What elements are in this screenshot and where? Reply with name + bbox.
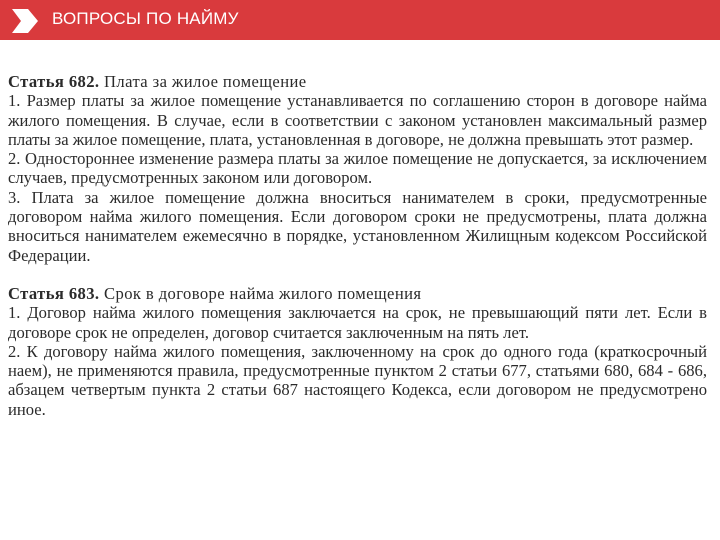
article-682 — [8, 72, 707, 265]
article-683 — [8, 284, 707, 419]
chevron-right-icon — [12, 9, 38, 33]
slide-title: ВОПРОСЫ ПО НАЙМУ — [52, 9, 239, 28]
article-paragraph: 1. Договор найма жилого помещения заключается на срок, не превышающий пяти лет. Если в договоре срок не определен, договор считается заключенным на пять лет. — [8, 303, 707, 342]
article-number: Статья 683. — [8, 283, 100, 303]
article-title: Срок в договоре найма жилого помещения — [104, 283, 422, 303]
article-paragraph: 2. К договору найма жилого помещения, заключенному на срок до одного года (краткосрочный наем), не применяются правила, предусмотренные пунктом 2 статьи 677, статьями 680, 684 - 686, абзацем четвертым пункта 2 статьи 687 настоящего Кодекса, если договором не предусмотрено иное. — [8, 341, 707, 419]
slide-header — [0, 0, 720, 40]
article-title: Плата за жилое помещение — [104, 72, 307, 91]
article-heading — [8, 72, 707, 91]
article-paragraph: 2. Одностороннее изменение размера платы за жилое помещение не допускается, за исключением случаев, предусмотренных законом или договором. — [8, 149, 707, 188]
article-paragraph: 3. Плата за жилое помещение должна вноситься нанимателем в сроки, предусмотренные договором найма жилого помещения. Если договором сроки не предусмотрены, плата должна вноситься нанимателем ежемесячно в порядке, установленном Жилищным кодексом Российской Федерации. — [8, 187, 707, 265]
article-paragraph: 1. Размер платы за жилое помещение устанавливается по соглашению сторон в договоре найма жилого помещения. В случае, если в соответствии с законом установлен максимальный размер платы за жилое помещение, плата, установленная в договоре, не должна превышать этот размер. — [8, 91, 707, 149]
article-content — [8, 72, 707, 419]
article-number: Статья 682. — [8, 72, 100, 91]
article-heading — [8, 284, 707, 303]
